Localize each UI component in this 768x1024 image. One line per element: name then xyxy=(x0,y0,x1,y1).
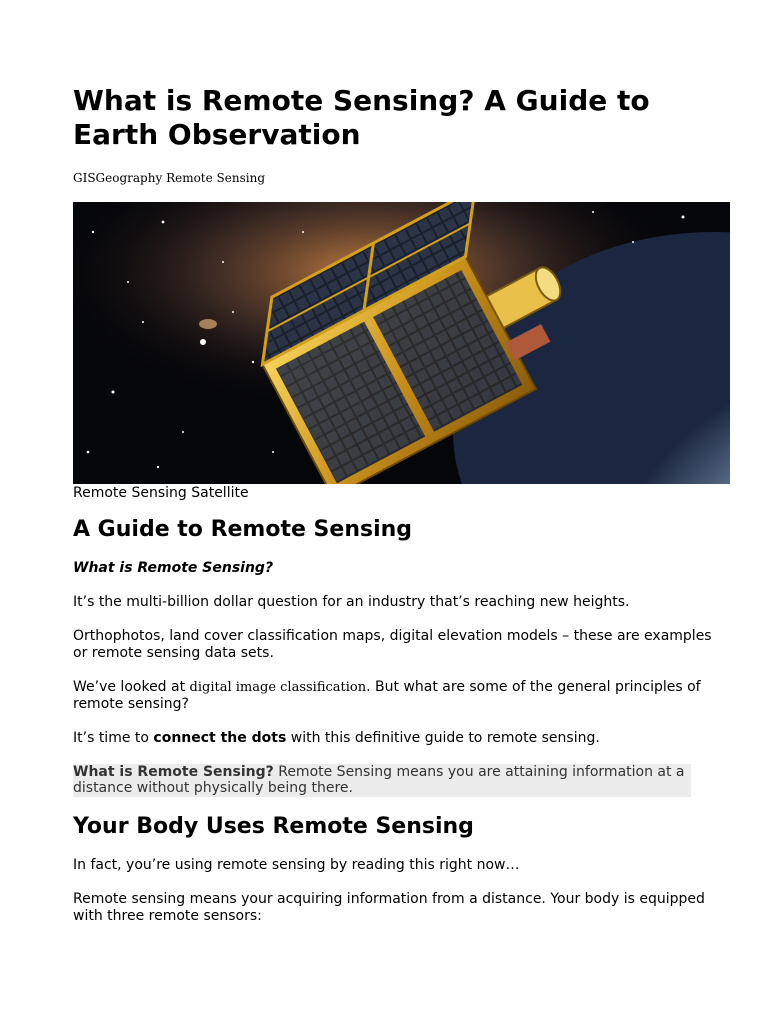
section-heading-body: Your Body Uses Remote Sensing xyxy=(73,814,474,839)
image-caption: Remote Sensing Satellite xyxy=(73,485,249,501)
emphasis-text: connect the dots xyxy=(153,730,287,746)
paragraph-text: . But what are some of the general principles of remote sensing? xyxy=(73,679,701,712)
paragraph-text: It’s time to xyxy=(73,730,154,746)
paragraph xyxy=(73,679,713,713)
meta-site[interactable]: GISGeography xyxy=(73,171,163,185)
paragraph: Remote sensing means your acquiring information from a distance. Your body is equipped with three remote sensors: xyxy=(73,891,705,924)
subheading-question: What is Remote Sensing? xyxy=(73,560,274,576)
digital-image-classification-link[interactable]: digital image classification xyxy=(189,680,367,695)
satellite-image xyxy=(73,202,730,484)
callout-text: Remote Sensing means you are attaining information at a distance without physically being there. xyxy=(73,764,685,796)
definition-callout xyxy=(73,764,691,797)
paragraph: In fact, you’re using remote sensing by reading this right now… xyxy=(73,857,520,873)
article-meta xyxy=(73,170,265,186)
meta-category[interactable]: Remote Sensing xyxy=(166,171,265,185)
section-heading-guide: A Guide to Remote Sensing xyxy=(73,517,413,542)
paragraph-text: We’ve looked at xyxy=(73,679,190,695)
paragraph-text: with this definitive guide to remote sensing. xyxy=(286,730,600,746)
page-title: What is Remote Sensing? A Guide to Earth Observation xyxy=(73,84,650,151)
callout-title: What is Remote Sensing? xyxy=(73,764,274,780)
paragraph xyxy=(73,730,713,747)
paragraph: Orthophotos, land cover classification maps, digital elevation models – these are examples or remote sensing data sets. xyxy=(73,628,712,661)
paragraph: It’s the multi-billion dollar question for an industry that’s reaching new heights. xyxy=(73,594,630,610)
